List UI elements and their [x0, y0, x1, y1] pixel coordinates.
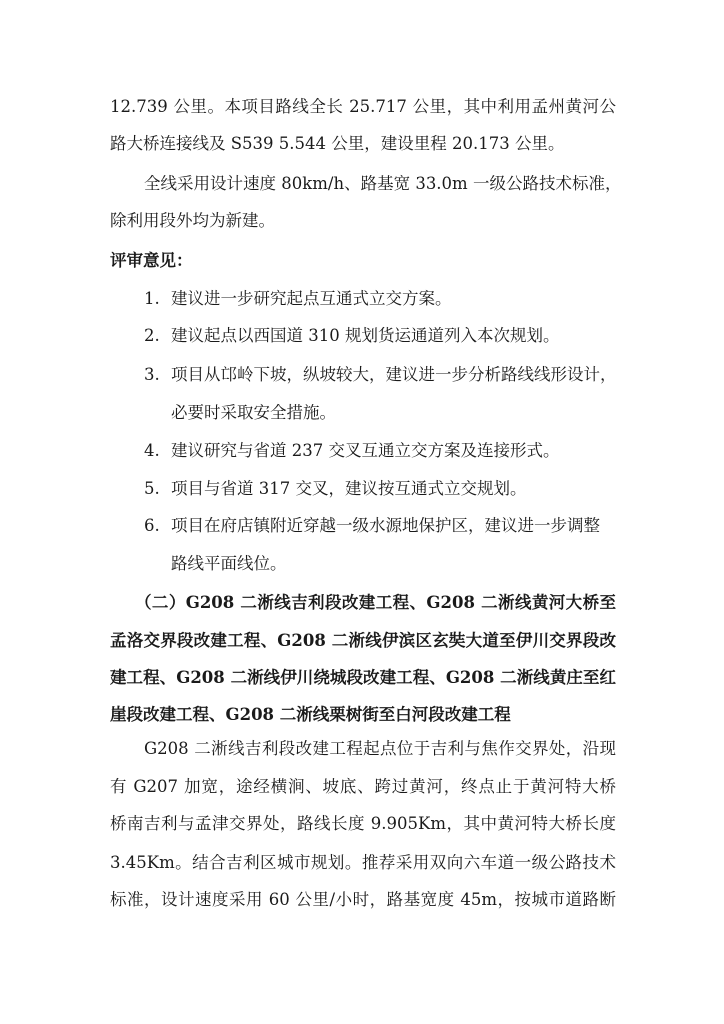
review-item-number: 1.: [144, 289, 160, 308]
body-line-2: 有 G207 加宽，途经横涧、坡底、跨过黄河，终点止于黄河特大桥: [110, 777, 616, 796]
section-title-line-2: 孟洛交界段改建工程、G208 二淅线伊滨区玄奘大道至伊川交界段改: [110, 631, 616, 650]
review-item-number: 4.: [144, 441, 160, 460]
section-title-line-4: 崖段改建工程、G208 二淅线栗树街至白河段改建工程: [110, 705, 511, 724]
review-item-number: 5.: [144, 479, 160, 498]
review-item-number: 3.: [144, 365, 160, 384]
review-item-text: 项目从邙岭下坡，纵坡较大，建议进一步分析路线线形设计，: [171, 365, 617, 384]
body-line-4: 3.45Km。结合吉利区城市规划。推荐采用双向六车道一级公路技术: [110, 853, 616, 872]
intro-line-2: 路大桥连接线及 S539 5.544 公里，建设里程 20.173 公里。: [110, 134, 565, 153]
review-item-6-continuation: 路线平面线位。: [171, 554, 287, 573]
review-item-text: 项目在府店镇附近穿越一级水源地保护区，建议进一步调整: [171, 516, 600, 535]
body-line-5: 标准，设计速度采用 60 公里/小时，路基宽度 45m，按城市道路断: [110, 890, 616, 909]
intro-line-4: 除利用段外均为新建。: [110, 211, 275, 230]
review-heading: 评审意见：: [110, 251, 193, 270]
intro-line-1: 12.739 公里。本项目路线全长 25.717 公里，其中利用孟州黄河公: [110, 97, 616, 116]
review-item-3-continuation: 必要时采取安全措施。: [171, 403, 336, 422]
body-line-1: G208 二淅线吉利段改建工程起点位于吉利与焦作交界处，沿现: [144, 739, 616, 758]
review-item-number: 6.: [144, 516, 160, 535]
intro-line-3: 全线采用设计速度 80km/h、路基宽 33.0m 一级公路技术标准，: [144, 174, 622, 193]
review-item-text: 项目与省道 317 交叉，建议按互通式立交规划。: [171, 479, 527, 498]
section-title-line-1: （二）G208 二淅线吉利段改建工程、G208 二淅线黄河大桥至: [135, 593, 616, 612]
review-item-text: 建议进一步研究起点互通式立交方案。: [171, 289, 452, 308]
section-title-line-3: 建工程、G208 二淅线伊川绕城段改建工程、G208 二淅线黄庄至红: [110, 668, 616, 687]
review-item-number: 2.: [144, 326, 160, 345]
body-line-3: 桥南吉利与孟津交界处，路线长度 9.905Km，其中黄河特大桥长度: [110, 814, 616, 833]
review-item-text: 建议起点以西国道 310 规划货运通道列入本次规划。: [171, 326, 560, 345]
review-item-text: 建议研究与省道 237 交叉互通立交方案及连接形式。: [171, 441, 560, 460]
